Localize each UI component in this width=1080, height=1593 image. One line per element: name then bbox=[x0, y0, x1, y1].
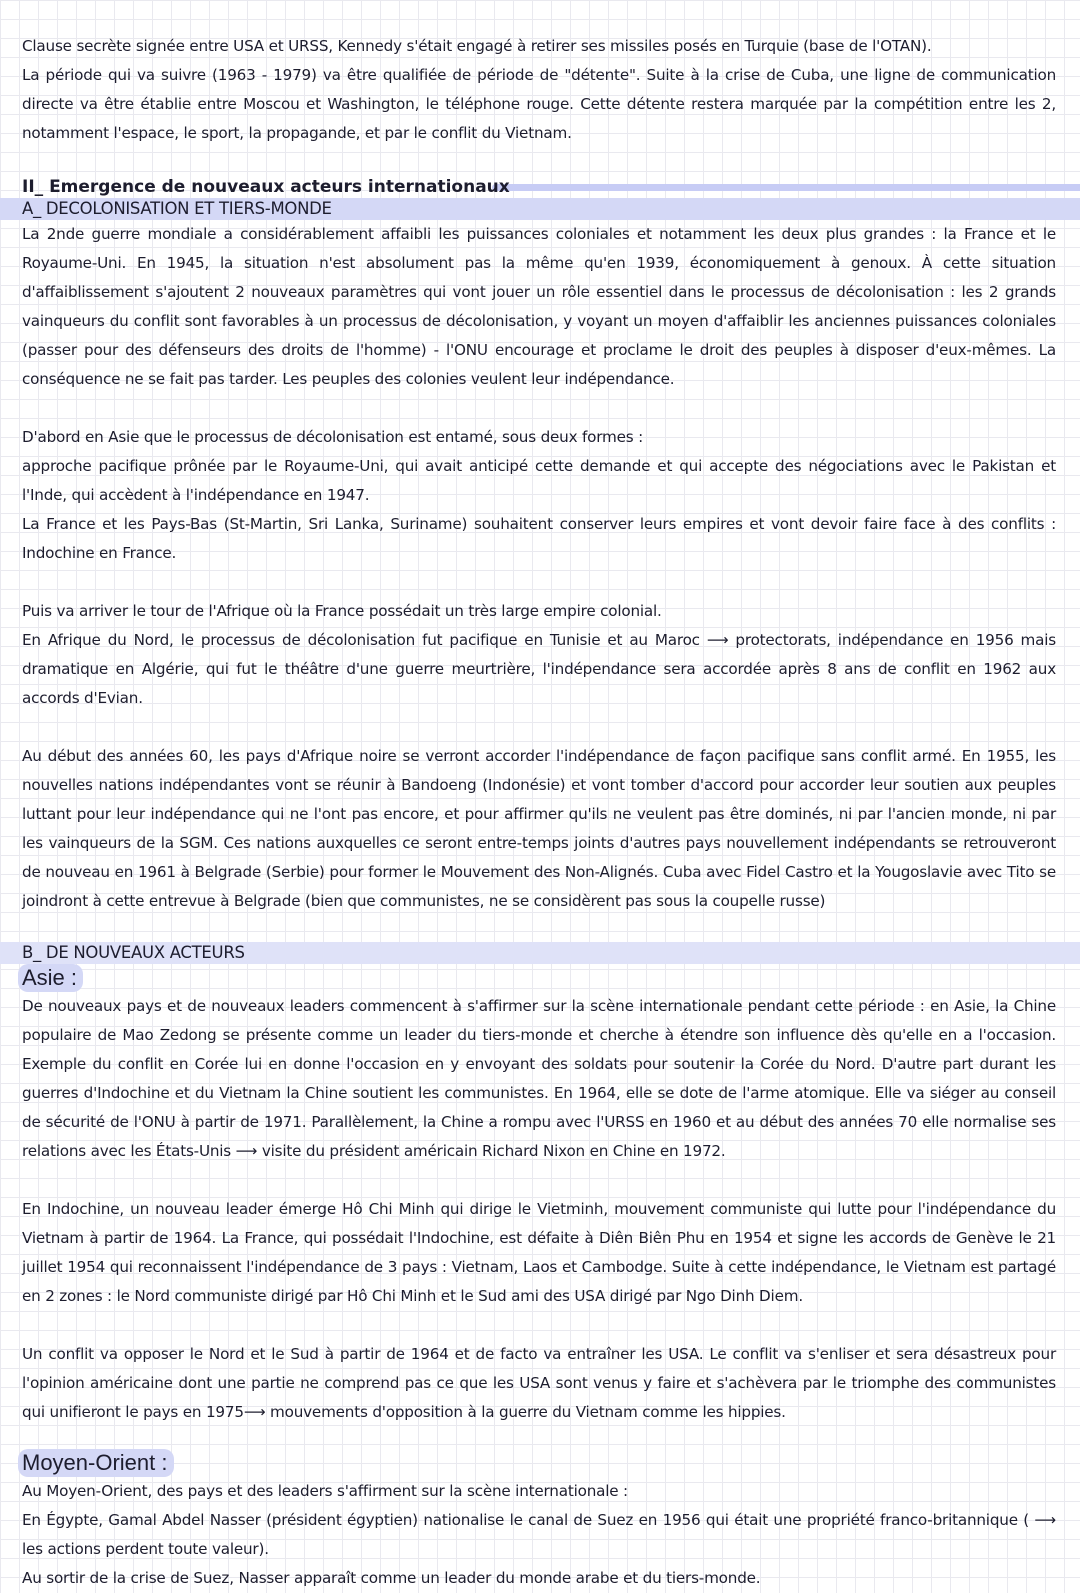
part-a-paragraph-7: Au début des années 60, les pays d'Afrique noire se verront accorder l'indépendance de façon pacifique sans conflit armé. En 1955, les nouvelles nations indépendantes vont se réunir à Bandoeng (Indonésie) et vont tomber d'accord pour accorder leur soutien aux peuples luttant pour leur indépendance qui ne l'ont pas encore, et pour affirmer qu'ils ne veulent pas être dominés, ni par l'ancien monde, ni par les vainqueurs de la SGM. Ces nations auxquelles ce seront entre-temps joints d'autres pays nouvellement indépendants se retrouveront de nouveau en 1961 à Belgrade (Serbie) pour former le Mouvement des Non-Alignés. Cuba avec Fidel Castro et la Yougoslavie avec Tito se joindront à cette entrevue à Belgrade (bien que communistes, ne se considèrent pas sous la coupelle russe) bbox=[22, 747, 1056, 910]
spacer bbox=[22, 713, 1056, 742]
middle-east-paragraph-3: Au sortir de la crise de Suez, Nasser apparaît comme un leader du monde arabe et du tiers-monde. bbox=[22, 1569, 761, 1587]
part-a-paragraph-1: La 2nde guerre mondiale a considérablement affaibli les puissances coloniales et notamment les deux plus grandes : la France et le Royaume-Uni. En 1945, la situation n'est absolument pas la même qu'en 1939, économiquement à genoux. À cette situation d'affaiblissement s'ajoutent 2 nouveaux paramètres qui vont jouer un rôle essentiel dans le processus de décolonisation : les 2 grands vainqueurs du conflit sont favorables à un processus de décolonisation, y voyant un moyen d'affaiblir les anciennes puissances coloniales (passer pour des défenseurs des droits de l'homme) - l'ONU encourage et proclame le droit des peuples à disposer d'eux-mêmes. La conséquence ne se fait pas tarder. Les peuples des colonies veulent leur indépendance. bbox=[22, 225, 1056, 388]
part-a-paragraph-5: Puis va arriver le tour de l'Afrique où la France possédait un très large empire colonial. bbox=[22, 602, 662, 620]
part-a-paragraph-3: approche pacifique prônée par le Royaume-Uni, qui avait anticipé cette demande et qui accepte des négociations avec le Pakistan et l'Inde, qui accèdent à l'indépendance en 1947. bbox=[22, 457, 1056, 504]
middle-east-heading: Moyen-Orient : bbox=[18, 1449, 174, 1477]
intro-paragraph-1: Clause secrète signée entre USA et URSS, Kennedy s'était engagé à retirer ses missiles posés en Turquie (base de l'OTAN). bbox=[22, 37, 932, 55]
part-a-paragraph-2: D'abord en Asie que le processus de décolonisation est entamé, sous deux formes : bbox=[22, 428, 644, 446]
part-a-paragraph-6: En Afrique du Nord, le processus de décolonisation fut pacifique en Tunisie et au Maroc ⟶ protectorats, indépendance en 1956 mais dramatique en Algérie, qui fut le théâtre d'une guerre meurtrière, l'indépendance sera accordée après 8 ans de conflit en 1962 aux accords d'Evian. bbox=[22, 631, 1056, 707]
notes-page bbox=[22, 32, 1056, 1593]
spacer bbox=[22, 1427, 1056, 1449]
section-2-title bbox=[22, 176, 1078, 198]
part-a-paragraph-4: La France et les Pays-Bas (St-Martin, Sri Lanka, Suriname) souhaitent conserver leurs empires et vont devoir faire face à des conflits : Indochine en France. bbox=[22, 515, 1056, 562]
asia-paragraph-2: En Indochine, un nouveau leader émerge Hô Chi Minh qui dirige le Vietminh, mouvement communiste qui lutte pour l'indépendance du Vietnam à partir de 1964. La France, qui possédait l'Indochine, est défaite à Diên Biên Phu en 1954 et signe les accords de Genève le 21 juillet 1954 qui reconnaissent l'indépendance de 3 pays : Vietnam, Laos et Cambodge. Suite à cette indépendance, le Vietnam est partagé en 2 zones : le Nord communiste dirigé par Hô Chi Minh et le Sud ami des USA dirigé par Ngo Dinh Diem. bbox=[22, 1200, 1056, 1305]
middle-east-paragraph-2: En Égypte, Gamal Abdel Nasser (président égyptien) nationalise le canal de Suez en 1956 qui était une propriété franco-britannique ( ⟶ les actions perdent toute valeur). bbox=[22, 1511, 1056, 1558]
asia-paragraph-3: Un conflit va opposer le Nord et le Sud à partir de 1964 et de facto va entraîner les USA. Le conflit va s'enliser et sera désastreux pour l'opinion américaine dont une partie ne comprend pas ce que les USA sont venus y faire et s'achèvera par le triomphe des communistes qui unifieront le pays en 1975⟶ mouvements d'opposition à la guerre du Vietnam comme les hippies. bbox=[22, 1345, 1056, 1421]
spacer bbox=[22, 1311, 1056, 1340]
spacer bbox=[22, 1166, 1056, 1195]
spacer bbox=[22, 916, 1056, 942]
part-b-title: B_ DE NOUVEAUX ACTEURS bbox=[0, 942, 1080, 964]
section-2-title-text: II_ Emergence de nouveaux acteurs internationaux bbox=[22, 177, 510, 197]
asia-paragraph-1: De nouveaux pays et de nouveaux leaders commencent à s'affirmer sur la scène internationale pendant cette période : en Asie, la Chine populaire de Mao Zedong se présente comme un leader du tiers-monde et cherche à étendre son influence dès qu'elle en a l'occasion. Exemple du conflit en Corée lui en donne l'occasion en y envoyant des soldats pour soutenir la Corée du Nord. D'autre part durant les guerres d'Indochine et du Vietnam la Chine soutient les communistes. En 1964, elle se dote de l'arme atomique. Elle va siéger au conseil de sécurité de l'ONU à partir de 1971. Parallèlement, la Chine a rompu avec l'URSS en 1960 et au début des années 70 elle normalise ses relations avec les États-Unis ⟶ visite du président américain Richard Nixon en Chine en 1972. bbox=[22, 997, 1056, 1160]
middle-east-paragraph-1: Au Moyen-Orient, des pays et des leaders s'affirment sur la scène internationale : bbox=[22, 1482, 628, 1500]
section-2-title-rule bbox=[492, 184, 1080, 191]
part-a-title: A_ DECOLONISATION ET TIERS-MONDE bbox=[0, 198, 1080, 220]
spacer bbox=[22, 568, 1056, 597]
asia-heading: Asie : bbox=[18, 964, 83, 992]
intro-paragraph-2: La période qui va suivre (1963 - 1979) va être qualifiée de période de "détente". Suite à la crise de Cuba, une ligne de communication directe va être établie entre Moscou et Washington, le téléphone rouge. Cette détente restera marquée par la compétition entre les 2, notamment l'espace, le sport, la propagande, et par le conflit du Vietnam. bbox=[22, 66, 1056, 142]
spacer bbox=[22, 394, 1056, 423]
